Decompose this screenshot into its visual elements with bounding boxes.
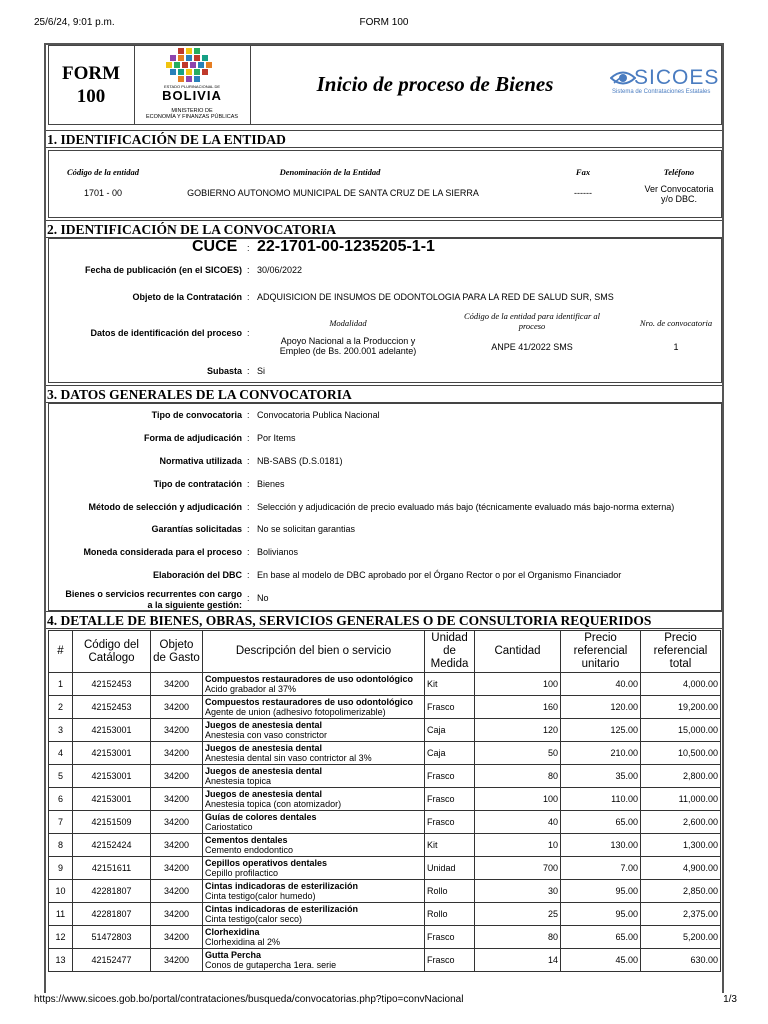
item-nombre: Juegos de anestesia dental xyxy=(205,743,323,753)
section-3-value: Por Items xyxy=(257,433,296,443)
item-cantidad: 100 xyxy=(475,788,561,811)
item-objeto: 34200 xyxy=(151,949,203,972)
item-objeto: 34200 xyxy=(151,765,203,788)
item-unidad: Kit xyxy=(425,673,475,696)
th-descripcion: Descripción del bien o servicio xyxy=(203,631,425,673)
item-objeto: 34200 xyxy=(151,788,203,811)
item-codigo: 42281807 xyxy=(73,903,151,926)
item-objeto: 34200 xyxy=(151,696,203,719)
item-detalle: Cariostatico xyxy=(205,822,253,832)
section-3-label: Normativa utilizada xyxy=(159,456,242,466)
objeto-label: Objeto de la Contratación xyxy=(132,292,242,302)
item-codigo: 42151611 xyxy=(73,857,151,880)
section-2-title: 2. IDENTIFICACIÓN DE LA CONVOCATORIA xyxy=(46,220,722,238)
item-num: 4 xyxy=(49,742,73,765)
item-unidad: Frasco xyxy=(425,949,475,972)
item-unidad: Rollo xyxy=(425,880,475,903)
item-descripcion xyxy=(203,949,425,972)
item-descripcion xyxy=(203,880,425,903)
print-url: https://www.sicoes.gob.bo/portal/contrataciones/busqueda/convocatorias.php?tipo=convNacional xyxy=(34,994,464,1005)
recurrentes-label: Bienes o servicios recurrentes con cargo a la siguiente gestión: xyxy=(65,589,242,610)
objeto-colon: : xyxy=(247,292,250,302)
item-nombre: Compuestos restauradores de uso odontológico xyxy=(205,697,414,707)
item-unidad: Frasco xyxy=(425,926,475,949)
cuce-colon: : xyxy=(247,243,250,253)
item-detalle: Agente de union (adhesivo fotopolimerizable) xyxy=(205,707,386,717)
item-num: 12 xyxy=(49,926,73,949)
item-unidad: Unidad xyxy=(425,857,475,880)
section-3-value: No se solicitan garantias xyxy=(257,524,356,534)
col-fax: Fax xyxy=(575,167,591,177)
item-objeto: 34200 xyxy=(151,742,203,765)
page-title: Inicio de proceso de Bienes xyxy=(316,72,554,96)
item-nombre: Compuestos restauradores de uso odontológico xyxy=(205,674,414,684)
item-cantidad: 700 xyxy=(475,857,561,880)
item-precio-unitario: 65.00 xyxy=(561,926,641,949)
item-descripcion xyxy=(203,742,425,765)
item-num: 10 xyxy=(49,880,73,903)
item-unidad: Frasco xyxy=(425,811,475,834)
section-3-label: Forma de adjudicación xyxy=(143,433,242,443)
item-precio-unitario: 210.00 xyxy=(561,742,641,765)
item-unidad: Frasco xyxy=(425,696,475,719)
form-id: FORM 100 xyxy=(61,63,121,107)
item-cantidad: 80 xyxy=(475,926,561,949)
item-cantidad: 10 xyxy=(475,834,561,857)
item-descripcion xyxy=(203,811,425,834)
section-3-label: Tipo de convocatoria xyxy=(151,410,242,420)
item-cantidad: 30 xyxy=(475,880,561,903)
section-4-title: 4. DETALLE DE BIENES, OBRAS, SERVICIOS GENERALES O DE CONSULTORIA REQUERIDOS xyxy=(46,611,722,629)
item-num: 1 xyxy=(49,673,73,696)
item-codigo: 42153001 xyxy=(73,742,151,765)
item-detalle: Acido grabador al 37% xyxy=(205,684,297,694)
item-detalle: Anestesia dental sin vaso contrictor al 3% xyxy=(205,753,372,763)
item-detalle: Cemento endodontico xyxy=(205,845,294,855)
item-detalle: Cinta testigo(calor humedo) xyxy=(205,891,316,901)
item-unidad: Kit xyxy=(425,834,475,857)
item-precio-unitario: 65.00 xyxy=(561,811,641,834)
table-row xyxy=(49,788,721,811)
table-row xyxy=(49,834,721,857)
subasta-value: Si xyxy=(257,366,266,376)
item-cantidad: 50 xyxy=(475,742,561,765)
item-descripcion xyxy=(203,926,425,949)
item-precio-total: 2,375.00 xyxy=(641,903,721,926)
th-unidad: Unidad de Medida xyxy=(425,631,475,673)
denominacion-value: GOBIERNO AUTONOMO MUNICIPAL DE SANTA CRUZ DE LA SIERRA xyxy=(187,188,479,198)
table-row xyxy=(49,765,721,788)
item-detalle: Clorhexidina al 2% xyxy=(205,937,281,947)
item-objeto: 34200 xyxy=(151,811,203,834)
section-3-value: Bienes xyxy=(257,479,285,489)
item-precio-unitario: 35.00 xyxy=(561,765,641,788)
header-divider-left xyxy=(134,45,135,125)
table-row xyxy=(49,673,721,696)
section-3-label: Elaboración del DBC xyxy=(152,570,242,580)
sicoes-subtitle: Sistema de Contrataciones Estatales xyxy=(612,89,711,95)
item-nombre: Juegos de anestesia dental xyxy=(205,766,323,776)
th-precio-total: Precio referencial total xyxy=(641,631,721,673)
datos-colon: : xyxy=(247,328,250,338)
section-3-value: NB-SABS (D.S.0181) xyxy=(257,456,343,466)
item-num: 7 xyxy=(49,811,73,834)
section-3-title: 3. DATOS GENERALES DE LA CONVOCATORIA xyxy=(46,385,722,403)
item-cantidad: 160 xyxy=(475,696,561,719)
item-cantidad: 14 xyxy=(475,949,561,972)
section-3-colon: : xyxy=(247,410,250,420)
modalidad-value: Apoyo Nacional a la Produccion y Empleo (de Bs. 200.001 adelante) xyxy=(279,336,417,356)
codigo-proceso-value: ANPE 41/2022 SMS xyxy=(491,342,573,352)
objeto-value: ADQUISICION DE INSUMOS DE ODONTOLOGIA PARA LA RED DE SALUD SUR, SMS xyxy=(257,292,614,302)
items-header-row xyxy=(49,631,721,673)
item-num: 5 xyxy=(49,765,73,788)
item-nombre: Cementos dentales xyxy=(205,835,288,845)
modalidad-header: Modalidad xyxy=(329,318,367,328)
item-nombre: Juegos de anestesia dental xyxy=(205,789,323,799)
item-num: 13 xyxy=(49,949,73,972)
item-codigo: 42152453 xyxy=(73,696,151,719)
item-codigo: 42152453 xyxy=(73,673,151,696)
item-descripcion xyxy=(203,903,425,926)
subasta-label: Subasta xyxy=(206,366,242,376)
table-row xyxy=(49,696,721,719)
item-precio-total: 2,600.00 xyxy=(641,811,721,834)
item-precio-total: 2,800.00 xyxy=(641,765,721,788)
table-row xyxy=(49,949,721,972)
item-precio-total: 10,500.00 xyxy=(641,742,721,765)
item-num: 3 xyxy=(49,719,73,742)
telefono-value: Ver Convocatoria y/o DBC. xyxy=(644,184,714,204)
table-row xyxy=(49,903,721,926)
print-datetime: 25/6/24, 9:01 p.m. xyxy=(34,17,115,28)
th-precio-unitario: Precio referencial unitario xyxy=(561,631,641,673)
item-precio-total: 2,850.00 xyxy=(641,880,721,903)
item-precio-unitario: 45.00 xyxy=(561,949,641,972)
codigo-entidad-value: 1701 - 00 xyxy=(83,188,123,198)
item-precio-total: 4,900.00 xyxy=(641,857,721,880)
col-codigo-entidad: Código de la entidad xyxy=(66,167,139,177)
section-3-label: Garantías solicitadas xyxy=(151,524,242,534)
item-codigo: 42153001 xyxy=(73,719,151,742)
item-cantidad: 120 xyxy=(475,719,561,742)
print-page-count: 1/3 xyxy=(723,994,737,1005)
item-precio-total: 11,000.00 xyxy=(641,788,721,811)
header-divider-right xyxy=(250,45,251,125)
section-3-colon: : xyxy=(247,479,250,489)
subasta-colon: : xyxy=(247,366,250,376)
fecha-value: 30/06/2022 xyxy=(257,265,303,275)
th-cantidad: Cantidad xyxy=(475,631,561,673)
item-nombre: Gutta Percha xyxy=(205,950,262,960)
nro-convocatoria-header: Nro. de convocatoria xyxy=(639,318,713,328)
item-objeto: 34200 xyxy=(151,834,203,857)
item-objeto: 34200 xyxy=(151,673,203,696)
item-precio-total: 15,000.00 xyxy=(641,719,721,742)
table-row xyxy=(49,926,721,949)
item-detalle: Cinta testigo(calor seco) xyxy=(205,914,303,924)
item-unidad: Rollo xyxy=(425,903,475,926)
item-codigo: 42151509 xyxy=(73,811,151,834)
item-objeto: 34200 xyxy=(151,903,203,926)
section-3-label: Tipo de contratación xyxy=(153,479,242,489)
datos-label: Datos de identificación del proceso xyxy=(90,328,242,338)
item-nombre: Clorhexidina xyxy=(205,927,260,937)
bolivia-text: BOLIVIA xyxy=(162,88,222,103)
item-detalle: Anestesia con vaso constrictor xyxy=(205,730,328,740)
section-3-label: Moneda considerada para el proceso xyxy=(83,547,242,557)
item-nombre: Juegos de anestesia dental xyxy=(205,720,323,730)
section-1-title: 1. IDENTIFICACIÓN DE LA ENTIDAD xyxy=(46,130,722,148)
item-unidad: Caja xyxy=(425,719,475,742)
item-detalle: Cepillo profilactico xyxy=(205,868,279,878)
item-codigo: 42152477 xyxy=(73,949,151,972)
item-precio-total: 4,000.00 xyxy=(641,673,721,696)
recurrentes-colon: : xyxy=(247,593,250,603)
item-nombre: Cintas indicadoras de esterilización xyxy=(205,881,359,891)
item-codigo: 51472803 xyxy=(73,926,151,949)
item-descripcion xyxy=(203,788,425,811)
item-precio-total: 630.00 xyxy=(641,949,721,972)
th-objeto: Objeto de Gasto xyxy=(151,631,203,673)
item-cantidad: 25 xyxy=(475,903,561,926)
item-cantidad: 40 xyxy=(475,811,561,834)
ministry-line2: ECONOMÍA Y FINANZAS PÚBLICAS xyxy=(145,114,239,120)
th-num: # xyxy=(49,631,73,673)
section-3-colon: : xyxy=(247,570,250,580)
item-objeto: 34200 xyxy=(151,926,203,949)
section-3-label: Método de selección y adjudicación xyxy=(88,502,242,512)
th-codigo: Código del Catálogo xyxy=(73,631,151,673)
item-descripcion xyxy=(203,696,425,719)
item-codigo: 42281807 xyxy=(73,880,151,903)
table-row xyxy=(49,811,721,834)
bolivia-ministry-logo xyxy=(136,46,248,124)
item-codigo: 42153001 xyxy=(73,788,151,811)
item-precio-unitario: 95.00 xyxy=(561,880,641,903)
section-1-box xyxy=(48,150,722,218)
item-detalle: Conos de gutapercha 1era. serie xyxy=(205,960,337,970)
item-detalle: Anestesia topica (con atomizador) xyxy=(205,799,342,809)
section-3-value: Selección y adjudicación de precio evaluado más bajo (técnicamente evaluado más bajo-norma externa) xyxy=(257,502,675,512)
fecha-colon: : xyxy=(247,265,250,275)
ministry-line1: MINISTERIO DE xyxy=(171,108,213,114)
item-objeto: 34200 xyxy=(151,719,203,742)
items-body xyxy=(49,673,721,972)
print-page-title: FORM 100 xyxy=(359,17,409,28)
section-2-box xyxy=(48,238,722,383)
item-unidad: Frasco xyxy=(425,788,475,811)
item-num: 11 xyxy=(49,903,73,926)
item-precio-unitario: 7.00 xyxy=(561,857,641,880)
section-3-colon: : xyxy=(247,433,250,443)
section-3-colon: : xyxy=(247,502,250,512)
col-telefono: Teléfono xyxy=(663,167,695,177)
item-unidad: Caja xyxy=(425,742,475,765)
item-descripcion xyxy=(203,765,425,788)
item-nombre: Guías de colores dentales xyxy=(205,812,317,822)
fax-value: ------ xyxy=(574,188,592,198)
item-nombre: Cepillos operativos dentales xyxy=(205,858,328,868)
section-3-colon: : xyxy=(247,456,250,466)
item-codigo: 42153001 xyxy=(73,765,151,788)
item-precio-unitario: 125.00 xyxy=(561,719,641,742)
codigo-proceso-header: Código de la entidad para identificar al proceso xyxy=(464,311,600,331)
item-codigo: 42152424 xyxy=(73,834,151,857)
item-objeto: 34200 xyxy=(151,857,203,880)
item-detalle: Anestesia topica xyxy=(205,776,272,786)
item-descripcion xyxy=(203,673,425,696)
item-precio-unitario: 40.00 xyxy=(561,673,641,696)
item-cantidad: 100 xyxy=(475,673,561,696)
item-objeto: 34200 xyxy=(151,880,203,903)
item-num: 9 xyxy=(49,857,73,880)
item-precio-unitario: 120.00 xyxy=(561,696,641,719)
section-3-value: Bolivianos xyxy=(257,547,299,557)
item-num: 6 xyxy=(49,788,73,811)
item-descripcion xyxy=(203,834,425,857)
section-3-value: En base al modelo de DBC aprobado por el Órgano Rector o por el Organismo Financiador xyxy=(257,570,622,580)
bolivia-small-text: ESTADO PLURINACIONAL DE xyxy=(163,84,220,89)
item-precio-total: 5,200.00 xyxy=(641,926,721,949)
table-row xyxy=(49,857,721,880)
cuce-label: CUCE xyxy=(192,238,238,255)
item-num: 2 xyxy=(49,696,73,719)
item-unidad: Frasco xyxy=(425,765,475,788)
item-precio-total: 1,300.00 xyxy=(641,834,721,857)
cuce-value: 22-1701-00-1235205-1-1 xyxy=(257,238,435,255)
fecha-label: Fecha de publicación (en el SICOES) xyxy=(84,265,242,275)
sicoes-eye-icon xyxy=(610,69,636,87)
item-descripcion xyxy=(203,719,425,742)
item-cantidad: 80 xyxy=(475,765,561,788)
table-row xyxy=(49,880,721,903)
nro-convocatoria-value: 1 xyxy=(673,342,679,352)
sicoes-logo xyxy=(610,66,722,102)
item-nombre: Cintas indicadoras de esterilización xyxy=(205,904,359,914)
recurrentes-value: No xyxy=(257,593,269,603)
sicoes-text: SICOES xyxy=(634,66,720,89)
item-num: 8 xyxy=(49,834,73,857)
table-row xyxy=(49,719,721,742)
items-table xyxy=(48,630,721,972)
item-precio-unitario: 110.00 xyxy=(561,788,641,811)
item-precio-total: 19,200.00 xyxy=(641,696,721,719)
item-descripcion xyxy=(203,857,425,880)
col-denominacion: Denominación de la Entidad xyxy=(279,167,381,177)
section-3-value: Convocatoria Publica Nacional xyxy=(257,410,380,420)
table-row xyxy=(49,742,721,765)
section-3-colon: : xyxy=(247,524,250,534)
item-precio-unitario: 130.00 xyxy=(561,834,641,857)
item-precio-unitario: 95.00 xyxy=(561,903,641,926)
section-3-colon: : xyxy=(247,547,250,557)
